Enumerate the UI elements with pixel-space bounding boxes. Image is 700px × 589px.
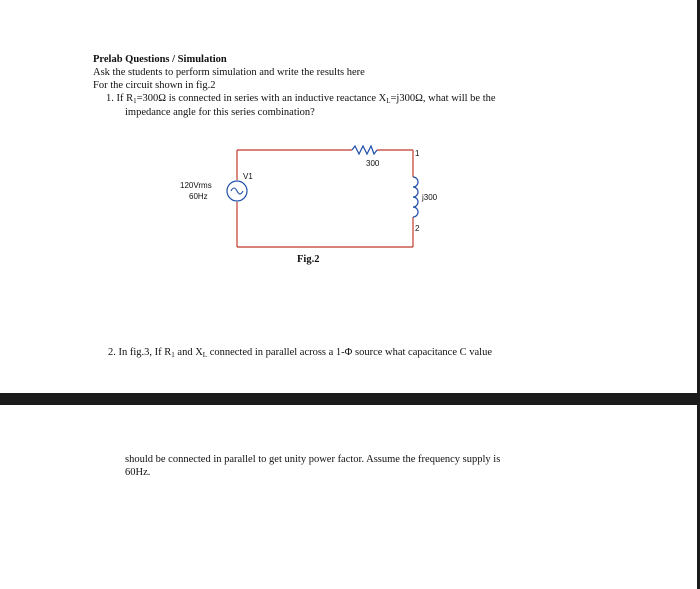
source-name-label: V1	[243, 172, 253, 181]
q2-prefix: 2. In fig.3, If R	[108, 347, 172, 358]
page-lower	[0, 405, 700, 589]
resistor-symbol	[352, 146, 377, 154]
q2-mid: and X	[174, 347, 203, 358]
q2-sub-r: 1	[171, 351, 175, 359]
question-2-line-3: 60Hz.	[125, 467, 151, 478]
section-heading: Prelab Questions / Simulation	[93, 54, 227, 65]
node-2-label: 2	[415, 224, 420, 233]
sine-wave-icon	[231, 188, 243, 194]
question-2-line-1	[108, 346, 492, 362]
node-1-label: 1	[415, 149, 420, 158]
inductor-symbol	[413, 177, 418, 217]
page-separator	[0, 393, 700, 405]
source-voltage-label: 120Vrms	[180, 181, 212, 190]
question-2-line-2: should be connected in parallel to get unity power factor. Assume the frequency supply is	[125, 454, 501, 465]
circuit-reference: For the circuit shown in fig.2	[93, 80, 216, 91]
q1-prefix: 1. If R	[106, 93, 134, 104]
resistor-value-label: 300	[366, 159, 380, 168]
question-1-line-2: impedance angle for this series combination?	[125, 107, 315, 118]
figure-caption: Fig.2	[297, 254, 320, 265]
q1-mid: =300Ω is connected in series with an inductive reactance X	[136, 93, 387, 104]
q1-sub-r: 1	[133, 97, 137, 105]
q2-suffix: connected in parallel across a 1-Φ source what capacitance C value	[207, 347, 492, 358]
q2-sub-x: L	[202, 351, 208, 359]
q1-suffix: =j300Ω, what will be the	[390, 93, 496, 104]
inductor-value-label: j300	[422, 193, 438, 202]
q1-sub-x: L	[386, 97, 391, 105]
source-frequency-label: 60Hz	[189, 192, 208, 201]
intro-text: Ask the students to perform simulation and write the results here	[93, 67, 365, 78]
